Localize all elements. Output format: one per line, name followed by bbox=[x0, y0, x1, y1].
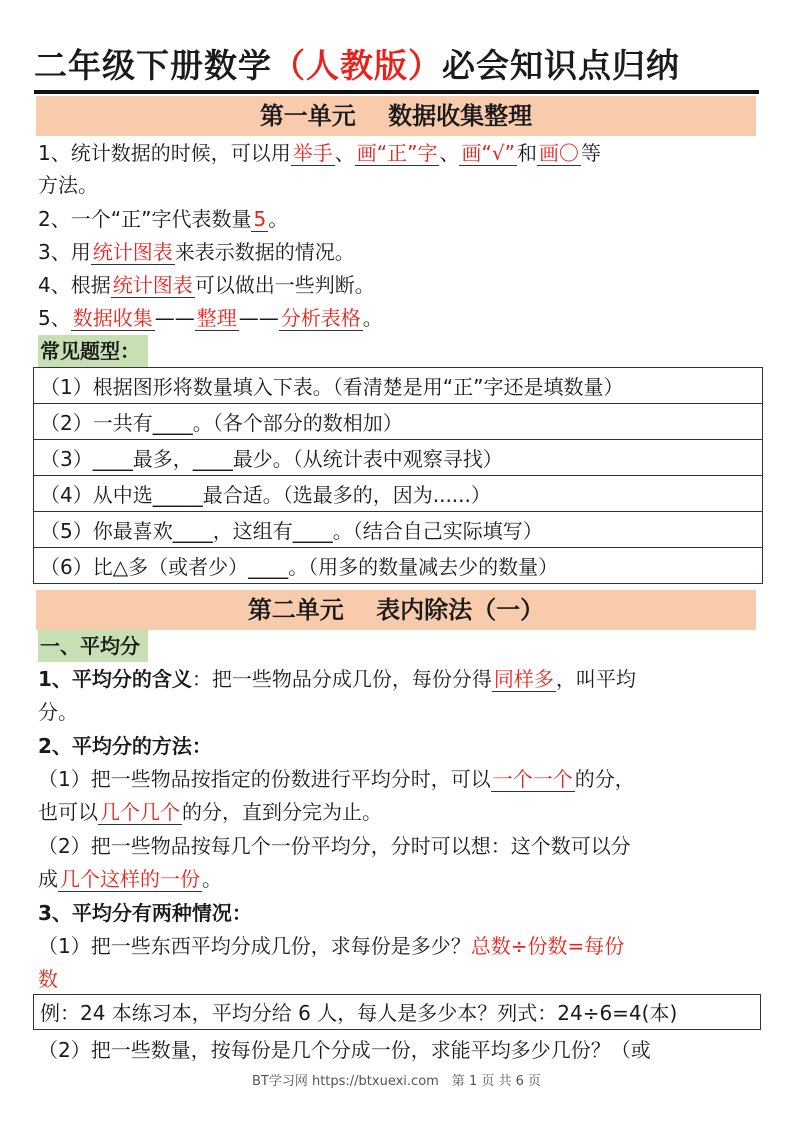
table-row: （4）从中选_____最合适。（选最多的，因为......） bbox=[34, 476, 763, 512]
case1-line-cont: 数 bbox=[38, 967, 58, 991]
unit1-line5: 5、 数据收集 —— 整理 —— 分析表格 。 bbox=[38, 306, 383, 330]
average-division-tag: 一、平均分 bbox=[38, 630, 148, 662]
example-box: 例：24 本练习本，平均分给 6 人，每人是多少本？列式：24÷6=4(本) bbox=[33, 994, 761, 1030]
method1-line: （1）把一些物品按指定的份数进行平均分时，可以 一个一个 的分， bbox=[38, 767, 635, 791]
table-row: （5）你最喜欢____，这组有____。（结合自己实际填写） bbox=[34, 512, 763, 548]
table-row: （2）一共有____。（各个部分的数相加） bbox=[34, 404, 763, 440]
meaning-line-cont: 分。 bbox=[38, 700, 78, 724]
cases-label: 3、平均分有两种情况： bbox=[38, 901, 252, 925]
unit1-header: 第一单元 数据收集整理 bbox=[36, 96, 756, 136]
unit1-line4: 4、根据 统计图表 可以做出一些判断。 bbox=[38, 273, 375, 297]
page-title: 二年级下册数学（人教版）必会知识点归纳 bbox=[34, 44, 759, 94]
meaning-line: 1、平均分的含义：把一些物品分成几份，每份分得 同样多 ，叫平均 bbox=[38, 667, 636, 691]
method2-line-cont: 成 几个这样的一份 。 bbox=[38, 867, 222, 891]
question-types-table bbox=[33, 367, 763, 584]
unit1-line1-cont: 方法。 bbox=[38, 173, 98, 197]
unit2-header: 第二单元 表内除法（一） bbox=[36, 590, 756, 630]
unit1-line2: 2、一个“正”字代表数量 5 。 bbox=[38, 207, 289, 231]
method1-line-cont: 也可以 几个几个 的分，直到分完为止。 bbox=[38, 800, 382, 824]
method2-line: （2）把一些物品按每几个一份平均分，分时可以想：这个数可以分 bbox=[38, 834, 631, 858]
method-label: 2、平均分的方法： bbox=[38, 734, 212, 758]
table-row: （6）比△多（或者少）____。（用多的数量减去少的数量） bbox=[34, 548, 763, 584]
question-types-tag: 常见题型： bbox=[38, 335, 148, 367]
page-footer: BT学习网 https://btxuexi.com 第 1 页 共 6 页 bbox=[251, 1074, 542, 1089]
unit1-line3: 3、用 统计图表 来表示数据的情况。 bbox=[38, 240, 355, 264]
case2-line: （2）把一些数量，按每份是几个分成一份，求能平均多少几份？（或 bbox=[38, 1038, 651, 1062]
case1-line: （1）把一些东西平均分成几份，求每份是多少？总数÷份数=每份 bbox=[38, 934, 625, 958]
table-row: （1）根据图形将数量填入下表。（看清楚是用“正”字还是填数量） bbox=[34, 368, 763, 404]
table-row: （3）____最多，____最少。（从统计表中观察寻找） bbox=[34, 440, 763, 476]
unit1-line1: 1、统计数据的时候，可以用 举手 、 画“正”字 、 画“√” 和 画〇 等 bbox=[38, 141, 601, 165]
